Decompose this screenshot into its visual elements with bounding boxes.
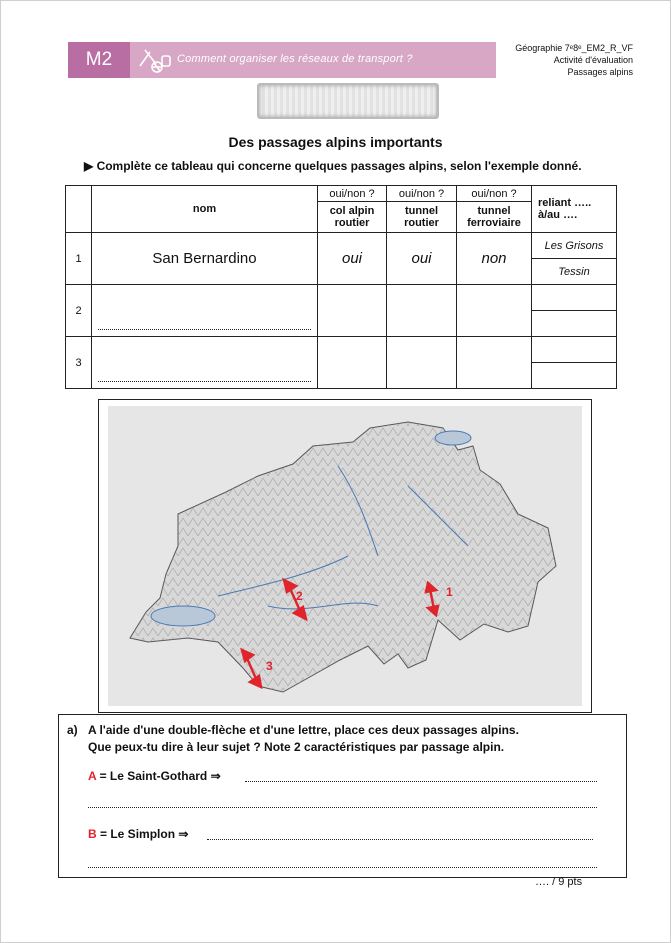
row-3-tunnel-r-input[interactable] — [387, 337, 457, 389]
tunnel-routier-2: routier — [404, 217, 439, 229]
letter-a: A — [88, 769, 97, 783]
lake-constance — [435, 431, 471, 445]
row-1-from: Les Grisons — [532, 233, 617, 259]
module-badge: M2 — [68, 42, 130, 78]
row-3-col-input[interactable] — [318, 337, 387, 389]
row-3-tunnel-f-input[interactable] — [457, 337, 532, 389]
row-3-to-input[interactable] — [532, 363, 617, 389]
doc-meta — [515, 42, 633, 78]
row-2-nom-input[interactable] — [92, 285, 318, 337]
row-2-col-input[interactable] — [318, 285, 387, 337]
question-line-2: Que peux-tu dire à leur sujet ? Note 2 caractéristiques par passage alpin. — [88, 740, 505, 754]
question-box — [58, 714, 627, 878]
points-total: …. / 9 pts — [535, 876, 583, 888]
row-3-from-input[interactable] — [532, 337, 617, 363]
row-1-col: oui — [318, 233, 387, 285]
answer-b-line-2[interactable] — [88, 867, 597, 868]
tunnel-ferro-1: tunnel — [477, 205, 511, 217]
instruction: ▶ Complète ce tableau qui concerne quelques passages alpins, selon l'exemple donné. — [84, 159, 582, 173]
answer-a-line-2[interactable] — [88, 807, 597, 808]
question-label: a) — [67, 723, 78, 737]
row-3-nom-input[interactable] — [92, 337, 318, 389]
answer-b-label — [88, 827, 188, 841]
header-ouinon-3: oui/non ? — [457, 186, 532, 202]
dotted-line — [98, 381, 311, 382]
meta-line-2: Activité d'évaluation — [553, 55, 633, 65]
map-frame — [98, 399, 592, 713]
passages-table — [65, 185, 617, 389]
answer-a-line-1[interactable] — [245, 781, 597, 782]
row-2-to-input[interactable] — [532, 311, 617, 337]
header-blank — [66, 186, 92, 233]
lake-leman — [151, 606, 215, 626]
relief-map — [108, 406, 582, 706]
header-col-alpin — [318, 202, 387, 233]
tunnel-ferro-2: ferroviaire — [467, 217, 521, 229]
header-nom: nom — [92, 186, 318, 233]
meta-line-3: Passages alpins — [567, 67, 633, 77]
row-1-to: Tessin — [532, 259, 617, 285]
answer-a-label — [88, 769, 221, 783]
col-alpin-2: routier — [334, 217, 370, 229]
relief-texture — [130, 422, 556, 692]
row-3-num: 3 — [66, 337, 92, 389]
marker-1: 1 — [446, 585, 453, 599]
answer-b-text: = Le Simplon ⇒ — [96, 827, 189, 841]
meta-line-1: Géographie 7ᵉ8ᵉ_EM2_R_VF — [515, 43, 633, 53]
header-tunnel-routier — [387, 202, 457, 233]
answer-a-text: = Le Saint-Gothard ⇒ — [96, 769, 221, 783]
marker-2: 2 — [296, 589, 303, 603]
answer-b-line-1[interactable] — [207, 839, 593, 840]
letter-b: B — [88, 827, 97, 841]
row-1-tunnel-r: oui — [387, 233, 457, 285]
col-alpin-1: col alpin — [329, 205, 375, 217]
header-reliant — [532, 186, 617, 233]
row-2-from-input[interactable] — [532, 285, 617, 311]
row-2-tunnel-f-input[interactable] — [457, 285, 532, 337]
name-stamp — [257, 83, 439, 119]
reliant-line-1: reliant ….. — [538, 197, 592, 209]
tunnel-routier-1: tunnel — [405, 205, 438, 217]
header-ouinon-2: oui/non ? — [387, 186, 457, 202]
switzerland-relief-map — [108, 406, 582, 706]
marker-3: 3 — [266, 659, 273, 673]
row-1-num: 1 — [66, 233, 92, 285]
transport-icon — [136, 44, 172, 76]
page-title: Des passages alpins importants — [228, 134, 443, 150]
reliant-line-2: à/au …. — [538, 209, 578, 221]
row-1-tunnel-f: non — [457, 233, 532, 285]
header-title: Comment organiser les réseaux de transport ? — [177, 53, 413, 65]
header-ouinon-1: oui/non ? — [318, 186, 387, 202]
row-2-num: 2 — [66, 285, 92, 337]
question-line-1: A l'aide d'une double-flèche et d'une lettre, place ces deux passages alpins. — [88, 723, 519, 737]
row-2-tunnel-r-input[interactable] — [387, 285, 457, 337]
row-1-nom: San Bernardino — [92, 233, 318, 285]
dotted-line — [98, 329, 311, 330]
header-tunnel-ferro — [457, 202, 532, 233]
